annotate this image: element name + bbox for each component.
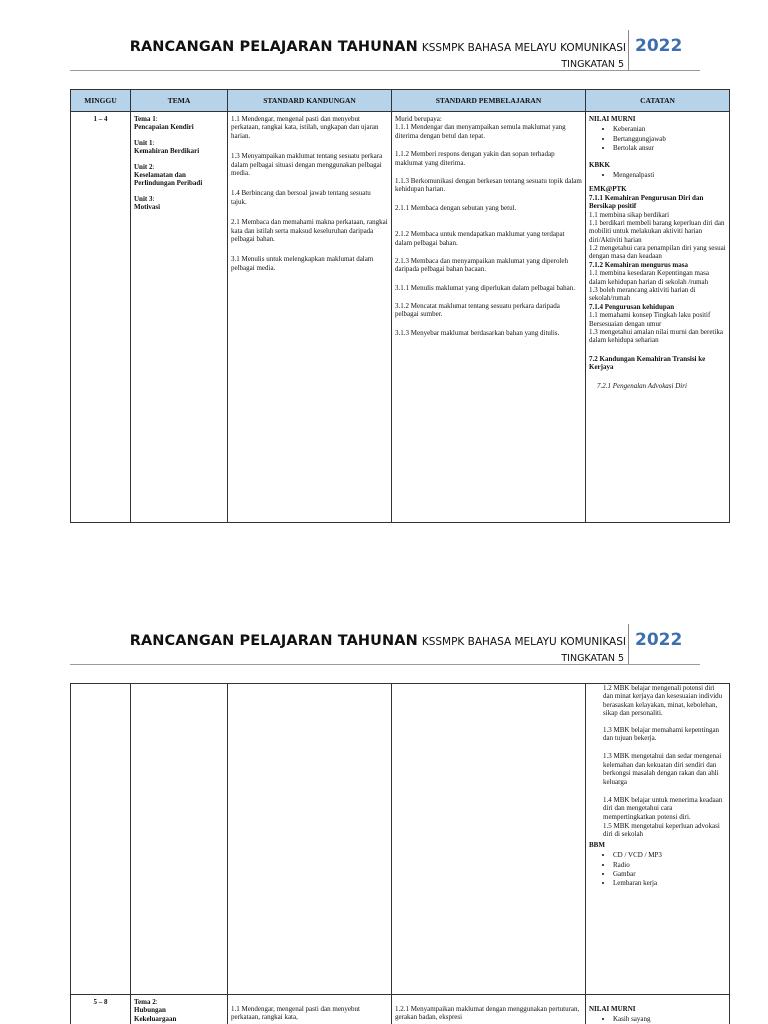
rpt-table-page2 bbox=[70, 683, 730, 1024]
catatan-item: 1.4 MBK belajar untuk menerima keadaan diri dan mengetahui cara mempertingkatkan potensi diri. bbox=[603, 795, 723, 821]
unit-2: Unit 2: bbox=[134, 162, 155, 171]
sp-item: 2.1.3 Membaca dan menyampaikan maklumat yang diperoleh daripada pelbagai bahan bacaan. bbox=[395, 256, 569, 274]
list-item: • Lembaran kerja bbox=[613, 879, 726, 887]
rpt-table-page1 bbox=[70, 89, 730, 523]
page-header bbox=[0, 30, 768, 90]
col-header-tema: TEMA bbox=[131, 90, 228, 112]
cell-minggu: 1 – 4 bbox=[71, 112, 131, 523]
table-row bbox=[71, 112, 730, 523]
sp-item: 1.1.2 Memberi respons dengan yakin dan sopan terhadap maklumat yang diterima. bbox=[395, 150, 555, 167]
kbkk-list bbox=[589, 171, 726, 179]
section-72-title: 7.2 Kandungan Kemahiran Transisi ke Kerjaya bbox=[589, 354, 706, 372]
cell-standard-kandungan bbox=[228, 995, 392, 1024]
list-item: • Keberanian bbox=[613, 125, 726, 133]
bbm-list bbox=[589, 851, 726, 888]
sk-item: 1.3 Menyampaikan maklumat tentang sesuatu perkara dalam pelbagai situasi dengan menggunakan pelbagai media. bbox=[231, 152, 383, 177]
unit-1-name: Kemahiran Berdikari bbox=[134, 147, 200, 156]
cell-minggu: 5 – 8 bbox=[71, 995, 131, 1024]
kbkk-title: KBKK bbox=[589, 160, 611, 169]
catatan-item: 1.3 MBK belajar memahami kepentingan dan tujuan bekerja. bbox=[603, 725, 720, 742]
s712-item: 1.1 membina kesedaran Kepentingan masa dalam kehidupan harian di sekolah /rumah bbox=[589, 269, 709, 286]
cell-catatan bbox=[586, 112, 730, 523]
sp-item: 3.1.1 Menulis maklumat yang diperlukan dalam pelbagai bahan. bbox=[395, 283, 576, 292]
list-item: • Gambar bbox=[613, 870, 726, 878]
sp-item: 3.1.3 Menyebar maklumat berdasarkan bahan yang ditulis. bbox=[395, 328, 560, 337]
cell-tema bbox=[131, 995, 228, 1024]
cell-standard-pembelajaran bbox=[392, 995, 586, 1024]
catatan-item: 1.3 MBK mengetahui dan sedar mengenai kelemahan dan kekuatan diri sendiri dan berkongsi masalah dengan rakan dan ahli keluarga bbox=[603, 752, 722, 786]
emk-title: EMK@PTK bbox=[589, 185, 627, 194]
s714-item: 1.3 mengetahui amalan nilai murni dan beretika dalam kehidupa seharian bbox=[589, 327, 723, 345]
s711-item: 1.1 berdikari membeli barang keperluan diri dan mobiliti untuk melakukan aktiviti harian diri/Aktiviti harian bbox=[589, 218, 725, 244]
sk-item: 1.1 Mendengar, mengenal pasti dan menyebut perkataan, rangkai kata, bbox=[231, 1005, 360, 1022]
sk-item: 1.1 Mendengar, mengenal pasti dan menyebut perkataan, rangkai kata, istilah, ungkapan dan ujaran harian. bbox=[231, 115, 379, 140]
sp-intro: Murid berupaya: bbox=[395, 115, 442, 123]
section-714-title: 7.1.4 Pengurusan kehidupan bbox=[589, 302, 675, 311]
col-header-minggu: MINGGU bbox=[71, 90, 131, 112]
tema-1: Tema 1: bbox=[134, 115, 158, 123]
header-rule bbox=[70, 664, 700, 665]
header-subtitle: KSSMPK BAHASA MELAYU KOMUNIKASI bbox=[421, 636, 626, 648]
cell-catatan bbox=[586, 995, 730, 1024]
header-divider bbox=[628, 30, 629, 70]
table-row bbox=[71, 995, 730, 1024]
unit-2-name: Keselamatan dan Perlindungan Peribadi bbox=[134, 170, 203, 188]
nilai-murni-title: NILAI MURNI bbox=[589, 1005, 636, 1013]
col-header-catatan: CATATAN bbox=[586, 90, 730, 112]
cell-tema bbox=[131, 112, 228, 523]
header-tingkatan: TINGKATAN 5 bbox=[561, 653, 624, 664]
s712-item: 1.3 boleh merancang aktiviti harian di sekolah/rumah bbox=[589, 286, 696, 303]
header-year: 2022 bbox=[635, 630, 683, 650]
header-rule bbox=[70, 70, 700, 71]
s714-item: 1.1 memahami konsep Tingkah laku positif Bersesuaian dengan umur bbox=[589, 311, 711, 328]
unit-1: Unit 1: bbox=[134, 138, 155, 147]
page-header bbox=[0, 624, 768, 684]
table-row bbox=[71, 684, 730, 995]
sp-item: 2.1.2 Membaca untuk mendapatkan maklumat yang terdapat dalam pelbagai bahan. bbox=[395, 230, 565, 247]
section-721: 7.2.1 Pengenalan Advokasi Diri bbox=[597, 381, 687, 390]
sp-item: 1.1.1 Mendengar dan menyampaikan semula maklumat yang diterima dengan betul dan tepat. bbox=[395, 123, 566, 140]
sk-item: 2.1 Membaca dan memahami makna perkataan, rangkai kata dan istilah serta maksud keseluruhan daripada pelbagai bahan. bbox=[231, 218, 388, 243]
sp-item: 2.1.1 Membaca dengan sebutan yang betul. bbox=[395, 203, 517, 212]
header-year: 2022 bbox=[635, 36, 683, 56]
col-header-standard-pembelajaran: STANDARD PEMBELAJARAN bbox=[392, 90, 586, 112]
header-title-line bbox=[130, 632, 626, 650]
tema-2: Tema 2: bbox=[134, 998, 158, 1006]
cell-tema bbox=[131, 684, 228, 995]
tema-1-name: Pencapaian Kendiri bbox=[134, 123, 194, 132]
cell-minggu bbox=[71, 684, 131, 995]
sp-item: 1.2.1 Menyampaikan maklumat dengan menggunakan pertuturan, gerakan badan, ekspresi bbox=[395, 1005, 580, 1022]
list-item: • Bertolak ansur bbox=[613, 144, 726, 152]
sp-item: 1.1.3 Berkomunikasi dengan berkesan tentang sesuatu topik dalam kehidupan harian. bbox=[395, 176, 582, 194]
s711-item: 1.2 mengetahui cara penampilan diri yang sesuai dengan masa dan keadaan bbox=[589, 244, 726, 261]
cell-standard-pembelajaran bbox=[392, 684, 586, 995]
unit-3-name: Motivasi bbox=[134, 203, 161, 212]
section-712-title: 7.1.2 Kemahiran mengurus masa bbox=[589, 260, 688, 269]
header-subtitle: KSSMPK BAHASA MELAYU KOMUNIKASI bbox=[421, 42, 626, 54]
list-item: • Bertanggungjawab bbox=[613, 135, 726, 143]
tema-2-name: Kekeluargaan bbox=[134, 1014, 177, 1023]
s711-item: 1.1 membina sikap berdikari bbox=[589, 210, 670, 219]
header-tingkatan: TINGKATAN 5 bbox=[561, 59, 624, 70]
sk-item: 3.1 Menulis untuk melengkapkan maklumat dalam pelbagai media. bbox=[231, 255, 374, 272]
tema-2-name: Hubungan bbox=[134, 1006, 166, 1015]
cell-standard-pembelajaran bbox=[392, 112, 586, 523]
header-title-line bbox=[130, 38, 626, 56]
header-divider bbox=[628, 624, 629, 664]
cell-catatan bbox=[586, 684, 730, 995]
list-item: • Mengenalpasti bbox=[613, 171, 726, 179]
unit-3: Unit 3: bbox=[134, 194, 155, 203]
cell-standard-kandungan bbox=[228, 684, 392, 995]
catatan-item: 1.5 MBK mengetahui keperluan advokasi diri di sekolah bbox=[603, 822, 720, 839]
list-item: • CD / VCD / MP3 bbox=[613, 851, 726, 859]
bbm-title: BBM bbox=[589, 840, 605, 849]
sk-item: 1.4 Berbincang dan bersoal jawab tentang sesuatu tajuk. bbox=[231, 189, 371, 206]
nilai-murni-list bbox=[589, 1015, 726, 1023]
table-header-row bbox=[71, 90, 730, 112]
list-item: • Radio bbox=[613, 861, 726, 869]
sp-item: 3.1.2 Mencatat maklumat tentang sesuatu perkara daripada pelbagai sumber. bbox=[395, 302, 560, 319]
cell-standard-kandungan bbox=[228, 112, 392, 523]
col-header-standard-kandungan: STANDARD KANDUNGAN bbox=[228, 90, 392, 112]
header-title: RANCANGAN PELAJARAN TAHUNAN bbox=[129, 39, 418, 55]
catatan-item: 1.2 MBK belajar mengenali potensi diri dan minat kerjaya dan kesesuaian individu berasaskan kelayakan, minat, kebolehan, sikap dan personaliti. bbox=[603, 684, 723, 718]
list-item: • Kasih sayang bbox=[613, 1015, 726, 1023]
nilai-murni-list bbox=[589, 125, 726, 152]
section-711-title: 7.1.1 Kemahiran Pengurusan Diri dan Bersikap positif bbox=[589, 193, 704, 211]
header-title: RANCANGAN PELAJARAN TAHUNAN bbox=[129, 633, 418, 649]
nilai-murni-title: NILAI MURNI bbox=[589, 115, 636, 123]
